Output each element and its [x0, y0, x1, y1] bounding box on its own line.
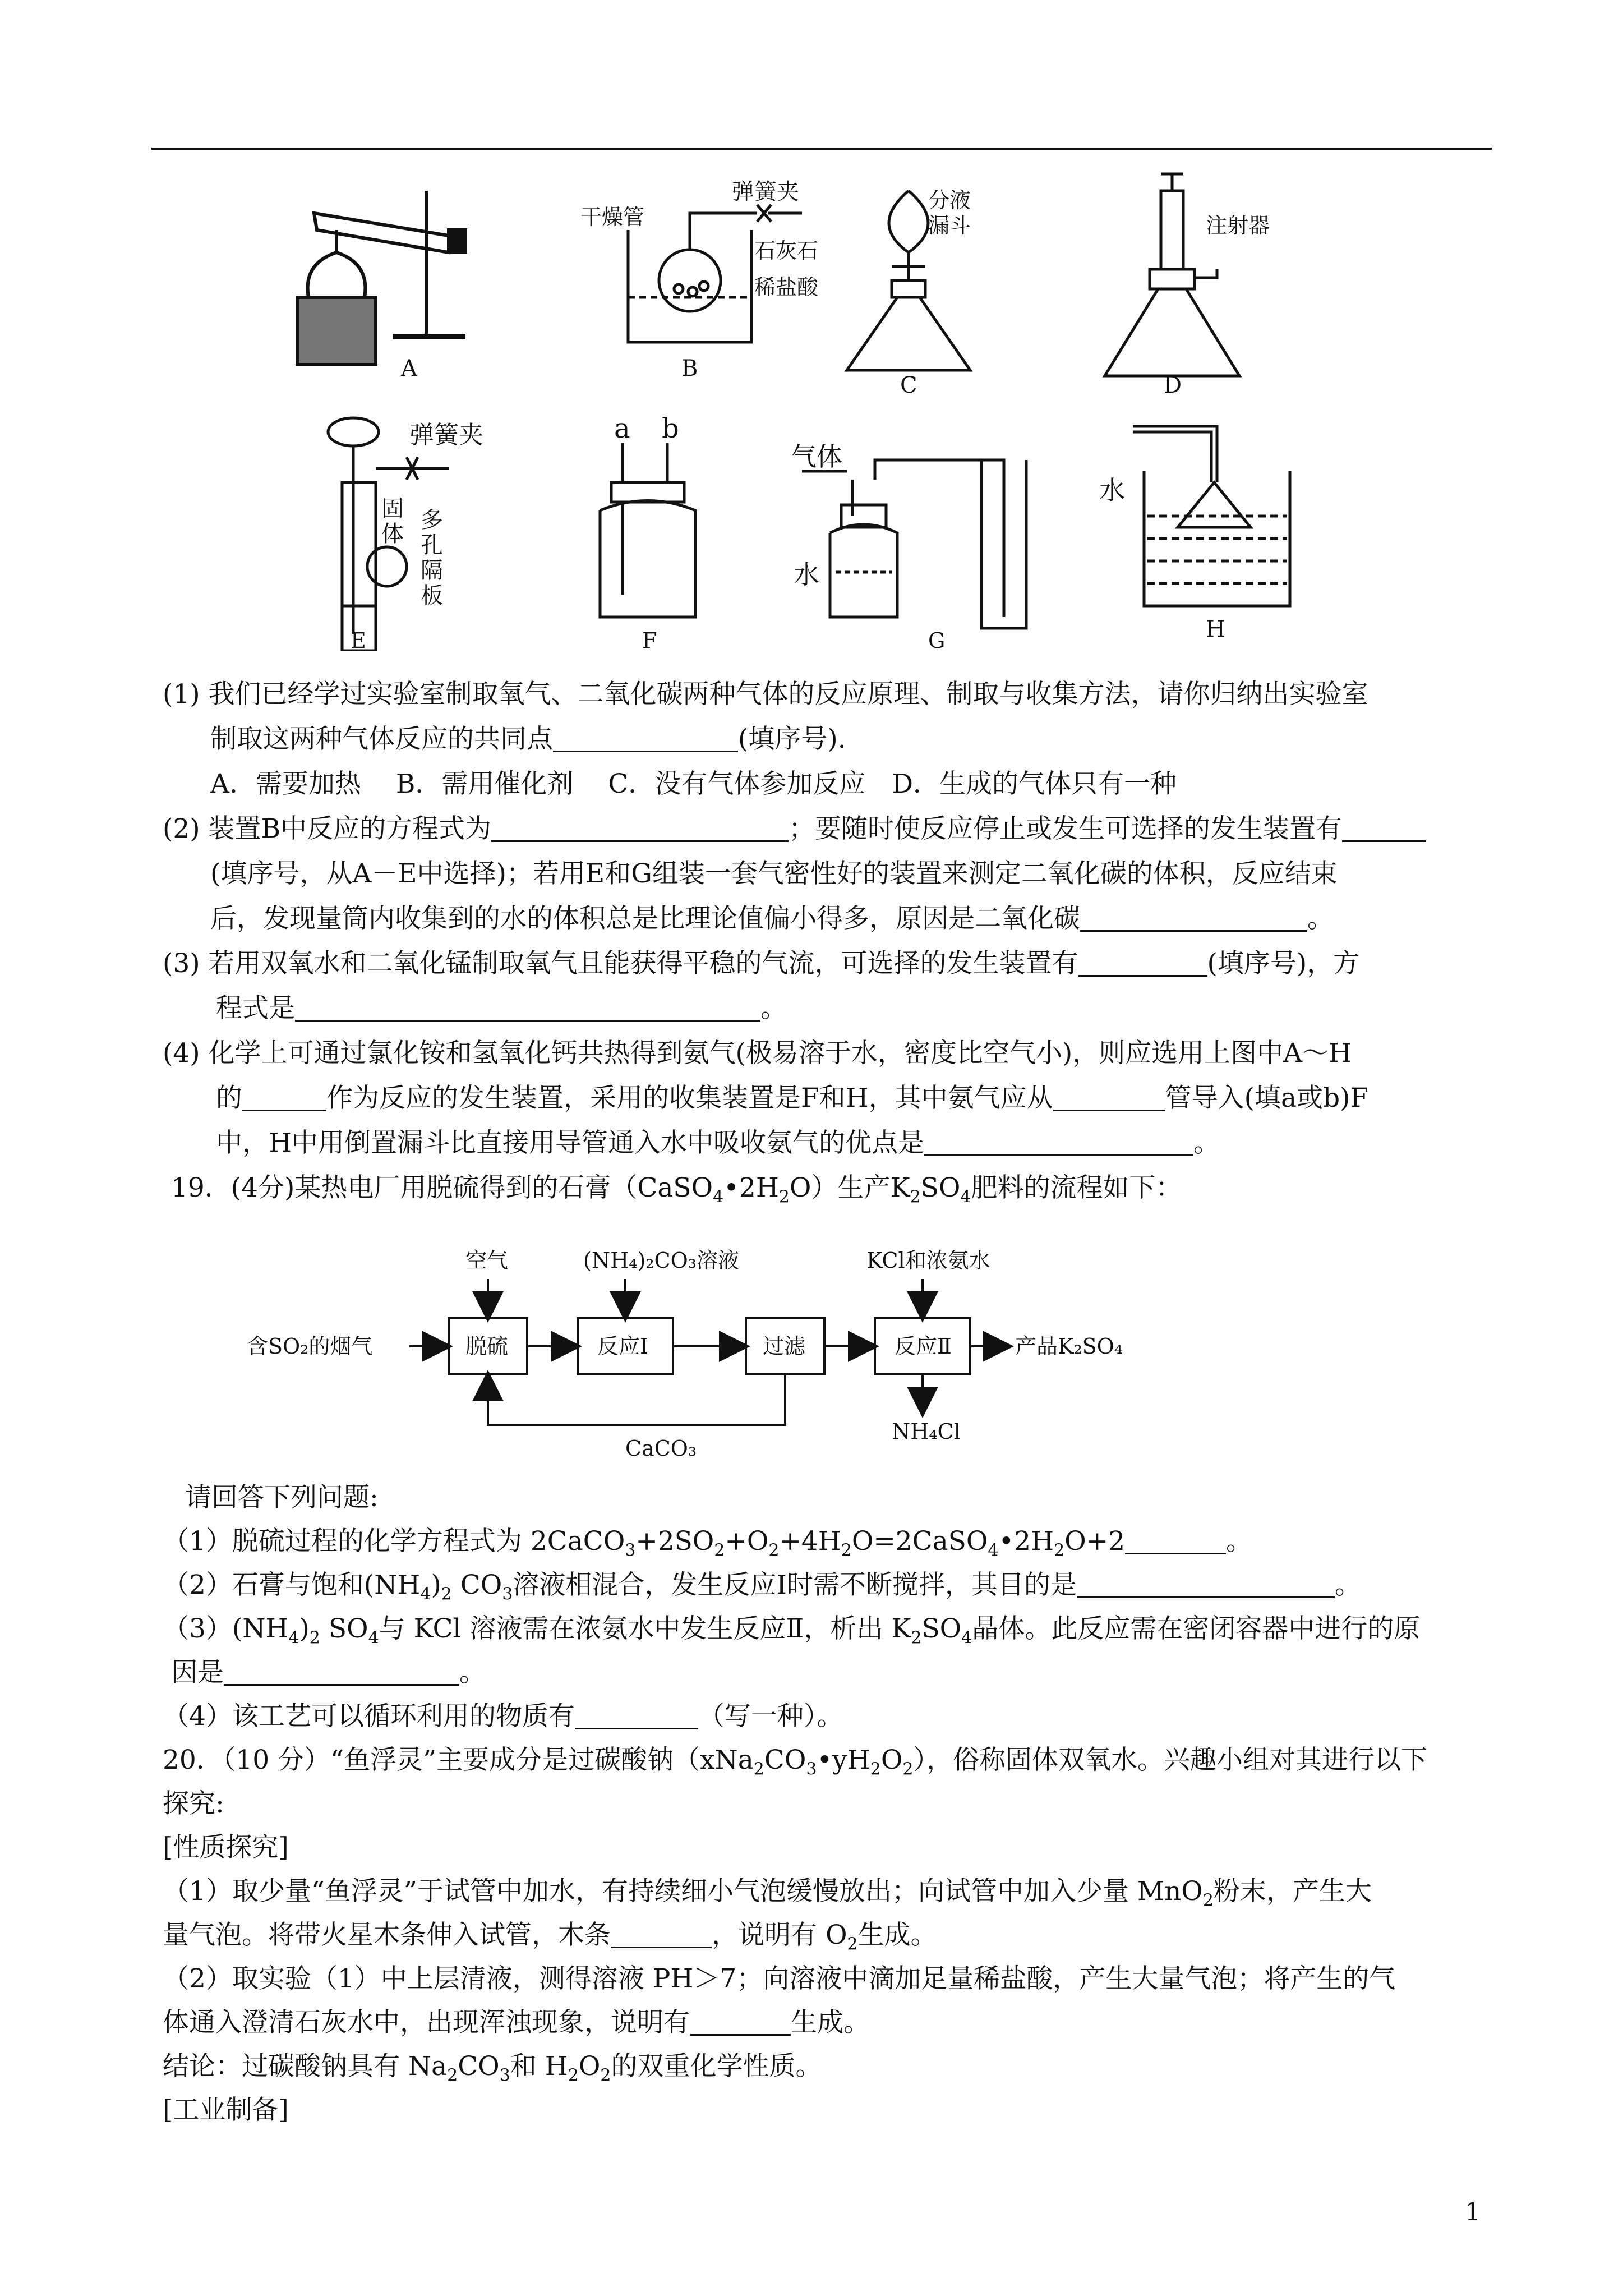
sub: 2	[870, 1759, 881, 1779]
q18-p4-text-d: 中，H中用倒置漏斗比直接用导管通入水中吸收氨气的优点是	[216, 1128, 924, 1158]
answer-blank[interactable]	[1342, 816, 1426, 842]
sub: 2	[1202, 1890, 1214, 1911]
answer-blank[interactable]	[242, 1085, 326, 1111]
q19-item3-line2	[171, 1656, 486, 1690]
q19-heading-b: •2H	[723, 1172, 779, 1203]
sub: 2	[778, 1187, 790, 1207]
sub: 2	[768, 1540, 780, 1561]
q19-item2-a: （2）石膏与饱和(NH	[163, 1570, 421, 1600]
sub: 4	[368, 1628, 379, 1648]
q18-p3-text-d: 。	[760, 993, 787, 1024]
sub: 2	[1054, 1540, 1065, 1561]
q19-item2	[163, 1568, 1361, 1611]
E-plate-label-3: 隔	[421, 558, 443, 583]
q19-item4-a: （4）该工艺可以循环利用的物质有	[163, 1701, 575, 1732]
E-plate-label-4: 板	[421, 583, 443, 609]
answer-blank[interactable]	[1053, 1085, 1165, 1111]
q20-p1-c: 量气泡。将带火星木条伸入试管，木条	[163, 1920, 611, 1950]
q20-conclusion-e: 的双重化学性质。	[611, 2051, 822, 2082]
q19-item1-c: +O	[725, 1526, 769, 1557]
G-gas-label: 气体	[791, 441, 842, 472]
answer-blank[interactable]	[224, 1659, 459, 1686]
E-clamp-label: 弹簧夹	[409, 421, 483, 449]
answer-blank[interactable]	[1077, 1572, 1335, 1598]
q19-item1	[163, 1525, 1252, 1567]
q20-p1-d: ，说明有 O	[712, 1920, 847, 1950]
q18-p1-line2	[210, 723, 846, 756]
q18-p3-text-b: (填序号)，方	[1207, 948, 1360, 979]
sub: 2	[910, 1187, 921, 1207]
q19-item2-b: )	[431, 1570, 441, 1600]
label-F: F	[642, 628, 657, 651]
label-C: C	[900, 372, 917, 398]
answer-blank[interactable]	[690, 2009, 791, 2036]
q19-item1-f: •2H	[998, 1526, 1054, 1557]
sub: 4	[420, 1584, 431, 1604]
q18-p4-text-a: 的	[216, 1083, 242, 1114]
apparatus-figure	[264, 168, 1565, 651]
sub: 3	[625, 1540, 636, 1561]
sub: 4	[988, 1540, 999, 1561]
q19-item3-h: 。	[459, 1657, 486, 1688]
E-plate-label-1: 多	[421, 507, 443, 533]
q18-p1-text-a: 制取这两种气体反应的共同点	[210, 724, 553, 754]
q20-heading-line2: 探究:	[163, 1788, 224, 1819]
q19-item2-c: CO	[451, 1570, 502, 1600]
answer-blank[interactable]	[575, 1703, 698, 1729]
sub: 4	[960, 1187, 971, 1207]
q20-conclusion-a: 结论：过碳酸钠具有 Na	[163, 2051, 448, 2082]
answer-blank[interactable]	[924, 1130, 1193, 1156]
q18-p3-text-a: (3) 若用双氧水和二氧化锰制取氧气且能获得平稳的气流，可选择的发生装置有	[163, 948, 1078, 979]
q20-p2-line2	[163, 2006, 870, 2040]
q20-conclusion-c: 和 H	[510, 2051, 568, 2082]
q19-item1-e: O=2CaSO	[851, 1526, 988, 1557]
q19-item1-a: （1）脱硫过程的化学方程式为 2CaCO	[163, 1526, 625, 1557]
q20-section-properties: [性质探究]	[163, 1832, 289, 1863]
answer-blank[interactable]	[1078, 950, 1207, 977]
sub: 3	[806, 1759, 817, 1779]
E-plate-label-2: 孔	[421, 532, 443, 558]
answer-blank[interactable]	[611, 1922, 712, 1948]
sub: 2	[714, 1540, 725, 1561]
q19-item1-d: +4H	[779, 1526, 841, 1557]
q19-heading	[171, 1171, 1182, 1214]
q19-item1-h: 。	[1226, 1526, 1252, 1557]
flow-reagent1: (NH₄)₂CO₃溶液	[583, 1248, 739, 1273]
q20-p1-e: 生成。	[857, 1920, 937, 1950]
q19-heading-c: O）生产K	[789, 1172, 910, 1203]
q20-heading	[163, 1743, 1427, 1786]
q18-p3-text-c: 程式是	[216, 993, 295, 1024]
q19-item1-g: O+2	[1064, 1526, 1125, 1557]
q19-item3-b: )	[299, 1613, 310, 1644]
q19-item3-c: SO	[320, 1613, 368, 1644]
q19-item3-f: 晶体。此反应需在密闭容器中进行的原	[972, 1613, 1421, 1644]
sub: 2	[753, 1759, 764, 1779]
q18-p4-line1: (4) 化学上可通过氯化铵和氢氧化钙共热得到氨气(极易溶于水，密度比空气小)，则应选用上图中A～H	[163, 1038, 1352, 1069]
q18-p2-text-d: 。	[1307, 903, 1334, 934]
q19-item4	[163, 1700, 843, 1733]
answer-blank[interactable]	[491, 816, 789, 842]
q20-p2-line1: （2）取实验（1）中上层清液，测得溶液 PH＞7；向溶液中滴加足量稀盐酸，产生大量气泡；将产生的气	[163, 1963, 1396, 1994]
E-solid-label-1: 固	[381, 496, 404, 522]
B-limestone-label: 石灰石	[754, 238, 819, 263]
sub: 3	[502, 1584, 513, 1604]
flow-air: 空气	[465, 1248, 509, 1273]
q18-p1-text-b: (填序号).	[738, 724, 846, 754]
q18-p4-line3	[216, 1126, 1220, 1160]
q19-item3-g: 因是	[171, 1657, 224, 1688]
G-water-label: 水	[794, 559, 819, 590]
C-funnel-label-2: 漏斗	[928, 213, 971, 238]
q18-p2-line2: (填序号，从A－E中选择)；若用E和G组装一套气密性好的装置来测定二氧化碳的体积，反应结束	[210, 858, 1338, 889]
sub: 2	[841, 1540, 852, 1561]
B-clamp-label: 弹簧夹	[732, 179, 799, 205]
q19-item3-d: 与 KCl 溶液需在浓氨水中发生反应Ⅱ，析出 K	[379, 1613, 911, 1644]
sub: 2	[447, 2065, 458, 2086]
q19-item1-b: +2SO	[635, 1526, 714, 1557]
q19-heading-a: 19．(4分)某热电厂用脱硫得到的石膏（CaSO	[171, 1172, 713, 1203]
q20-p1-a: （1）取少量“鱼浮灵”于试管中加水，有持续细小气泡缓慢放出；向试管中加入少量 MnO	[163, 1876, 1203, 1907]
q19-heading-e: 肥料的流程如下：	[971, 1172, 1182, 1203]
label-G: G	[928, 628, 946, 651]
sub: 2	[847, 1934, 858, 1954]
q19-item3-a: （3）(NH	[163, 1613, 289, 1644]
q20-p1-line2	[163, 1918, 937, 1961]
sub: 3	[499, 2065, 510, 2086]
q18-p3-line1	[163, 947, 1359, 981]
B-acid-label: 稀盐酸	[754, 275, 819, 300]
sub: 2	[568, 2065, 579, 2086]
q18-p3-line2	[216, 992, 787, 1025]
page-number: 1	[1465, 2198, 1481, 2226]
sub: 2	[600, 2065, 611, 2086]
flow-recycle: CaCO₃	[625, 1436, 697, 1461]
E-solid-label-2: 体	[381, 521, 404, 547]
q18-p4-text-e: 。	[1193, 1128, 1220, 1158]
q19-item2-d: 溶液相混合，发生反应Ⅰ时需不断搅拌，其目的是	[513, 1570, 1077, 1600]
F-b-label: b	[662, 413, 679, 444]
label-D: D	[1164, 372, 1182, 398]
answer-blank[interactable]	[1080, 905, 1307, 932]
F-a-label: a	[614, 413, 630, 444]
q18-p4-text-b: 作为反应的发生装置，采用的收集装置是F和H，其中氨气应从	[326, 1083, 1053, 1114]
answer-blank[interactable]	[553, 726, 738, 752]
answer-blank[interactable]	[1125, 1528, 1226, 1554]
sub: 4	[961, 1628, 972, 1648]
flow-reagent2: KCl和浓氨水	[866, 1248, 990, 1273]
q18-p2-text-c: 后，发现量筒内收集到的水的体积总是比理论值偏小得多，原因是二氧化碳	[210, 903, 1080, 934]
q20-conclusion-d: O	[578, 2051, 601, 2082]
q20-p1-line1	[163, 1875, 1372, 1917]
label-B: B	[681, 356, 698, 381]
process-flowchart	[224, 1234, 1262, 1475]
q20-section-industrial: [工业制备]	[163, 2095, 289, 2125]
q19-heading-d: SO	[920, 1172, 961, 1203]
flow-step4: 反应Ⅱ	[895, 1334, 952, 1359]
q20-heading-b: CO	[764, 1745, 806, 1775]
header-rule	[151, 148, 1492, 150]
q18-p2-text-a: (2) 装置B中反应的方程式为	[163, 813, 492, 844]
sub: 2	[911, 1628, 922, 1648]
flow-flue-gas: 含SO₂的烟气	[247, 1334, 373, 1359]
sub: 2	[441, 1584, 452, 1604]
flow-product: 产品K₂SO₄	[1015, 1334, 1123, 1359]
sub: 2	[902, 1759, 914, 1779]
q20-p2-a: 体通入澄清石灰水中，出现浑浊现象，说明有	[163, 2007, 690, 2038]
flow-step2: 反应Ⅰ	[597, 1334, 649, 1359]
C-funnel-label-1: 分液	[928, 188, 971, 213]
q18-p1-line1: (1) 我们已经学过实验室制取氧气、二氧化碳两种气体的反应原理、制取与收集方法，请你归纳出实验室	[163, 679, 1368, 710]
q19-item3-line1	[163, 1612, 1420, 1655]
q19-item3-e: SO	[921, 1613, 962, 1644]
q20-heading-e: ），俗称固体双氧水。兴趣小组对其进行以下	[913, 1745, 1427, 1775]
q19-item4-b: （写一种）。	[698, 1701, 843, 1732]
q20-p2-b: 生成。	[791, 2007, 870, 2038]
q18-options: A．需要加热 B．需用催化剂 C．没有气体参加反应 D．生成的气体只有一种	[210, 769, 1177, 799]
flow-byproduct: NH₄Cl	[892, 1419, 961, 1444]
sub: 4	[713, 1187, 724, 1207]
q19-item2-e: 。	[1335, 1570, 1361, 1600]
q20-heading-d: O	[880, 1745, 903, 1775]
sub: 4	[288, 1628, 299, 1648]
q18-p4-line2	[216, 1082, 1368, 1115]
H-water-label: 水	[1099, 475, 1125, 505]
q20-heading-a: 20．（10 分）“鱼浮灵”主要成分是过碳酸钠（xNa	[163, 1745, 754, 1775]
B-dry-tube-label: 干燥管	[580, 205, 645, 229]
q18-p4-text-c: 管导入(填a或b)F	[1165, 1083, 1369, 1114]
label-H: H	[1206, 616, 1225, 642]
q19-prompt: 请回答下列问题:	[185, 1482, 379, 1513]
label-A: A	[401, 356, 417, 381]
q18-p2-line1	[163, 812, 1426, 846]
answer-blank[interactable]	[295, 995, 760, 1022]
q20-conclusion-b: CO	[458, 2051, 500, 2082]
q20-heading-c: •yH	[817, 1745, 870, 1775]
flow-step1: 脱硫	[465, 1334, 509, 1359]
sub: 2	[309, 1628, 320, 1648]
q18-p2-line3	[210, 902, 1334, 936]
flow-step3: 过滤	[763, 1334, 806, 1359]
q20-conclusion	[163, 2050, 822, 2092]
D-syringe-label: 注射器	[1206, 213, 1270, 238]
q18-p2-text-b: ；要随时使反应停止或发生可选择的发生装置有	[789, 813, 1343, 844]
label-E: E	[351, 628, 366, 651]
q20-p1-b: 粉末，产生大	[1213, 1876, 1372, 1907]
